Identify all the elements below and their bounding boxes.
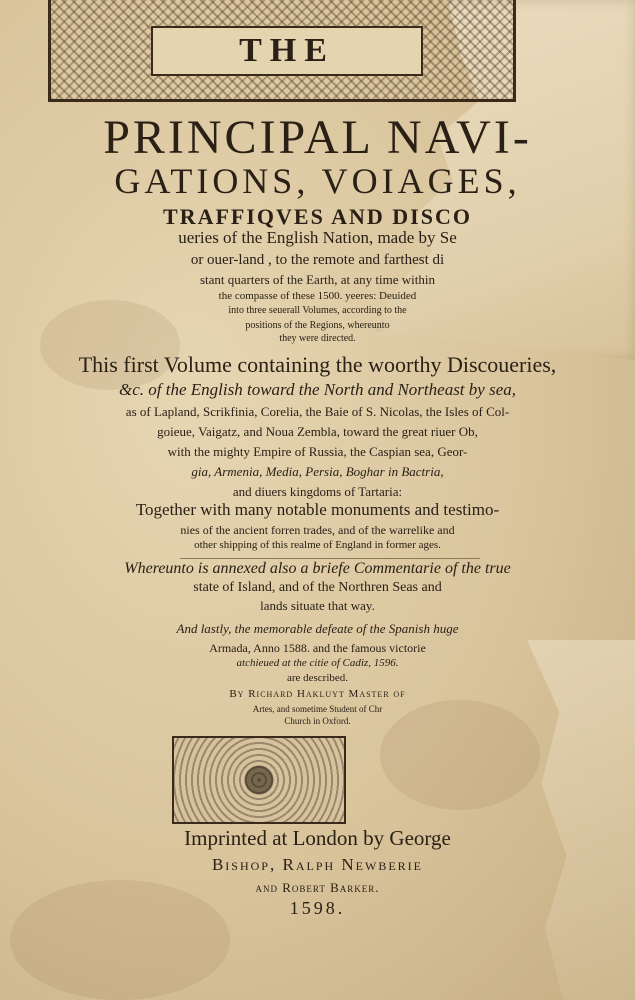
whereunto-line-1: Whereunto is annexed also a briefe Commentarie of the true xyxy=(124,560,511,577)
lastly-line-3: atchieued at the citie of Cadiz, 1596. xyxy=(236,657,399,669)
together-line-3: other shipping of this realme of England in former ages. xyxy=(194,539,441,551)
lastly-line-1: And lastly, the memorable defeate of the Spanish huge xyxy=(176,621,459,636)
title-line-1: PRINCIPAL NAVI- xyxy=(103,111,532,164)
title-line-6: stant quarters of the Earth, at any time within xyxy=(199,272,435,287)
volume-line-4: goieue, Vaigatz, and Noua Zembla, toward the great riuer Ob, xyxy=(157,424,478,439)
together-line-1: Together with many notable monuments and testimo- xyxy=(135,500,500,519)
title-line-3: TRAFFIQVES AND DISCO xyxy=(163,204,472,229)
title-line-10: they were directed. xyxy=(279,333,356,344)
title-line-8: into three seuerall Volumes, according to the xyxy=(228,305,407,316)
imprint-line-1: Imprinted at London by George xyxy=(184,826,451,850)
author-line-1: By Richard Hakluyt Master of xyxy=(229,688,406,700)
volume-line-3: as of Lapland, Scrikfinia, Corelia, the Baie of S. Nicolas, the Isles of Col- xyxy=(125,404,510,419)
volume-line-1: This first Volume containing the woorthy Discoueries, xyxy=(78,352,557,377)
volume-line-5: with the mighty Empire of Russia, the Caspian sea, Geor- xyxy=(167,444,468,459)
author-line-3: Church in Oxford. xyxy=(284,716,351,726)
title-line-2: GATIONS, VOIAGES, xyxy=(114,161,521,201)
title-line-7: the compasse of these 1500. yeeres: Deuided xyxy=(218,290,417,302)
title-line-9: positions of the Regions, whereunto xyxy=(245,320,390,331)
volume-line-2: &c. of the English toward the North and Northeast by sea, xyxy=(119,380,516,399)
lastly-line-2: Armada, Anno 1588. and the famous victorie xyxy=(209,641,426,655)
volume-line-7: and diuers kingdoms of Tartaria: xyxy=(232,484,403,499)
title-line-5: or ouer-land , to the remote and farthest di xyxy=(190,252,445,268)
together-line-2: nies of the ancient forren trades, and of the warrelike and xyxy=(180,523,455,537)
divider-rule xyxy=(180,558,480,559)
imprint-line-2: Bishop, Ralph Newberie xyxy=(211,855,424,874)
whereunto-line-2: state of Island, and of the Northren Seas and xyxy=(193,580,442,595)
header-title: THE xyxy=(239,32,335,69)
header-cartouche xyxy=(151,26,423,76)
volume-line-6: gia, Armenia, Media, Persia, Boghar in Bactria, xyxy=(191,464,444,479)
whereunto-line-3: lands situate that way. xyxy=(260,598,375,613)
ornamental-header-border xyxy=(48,0,516,102)
imprint-line-3: and Robert Barker. xyxy=(255,880,380,895)
imprint-year: 1598. xyxy=(289,898,346,918)
lastly-line-4: are described. xyxy=(286,672,349,684)
author-line-2: Artes, and sometime Student of Chr xyxy=(252,704,383,714)
title-line-4: ueries of the English Nation, made by Se xyxy=(178,228,457,247)
printers-device-ornament xyxy=(172,736,346,824)
